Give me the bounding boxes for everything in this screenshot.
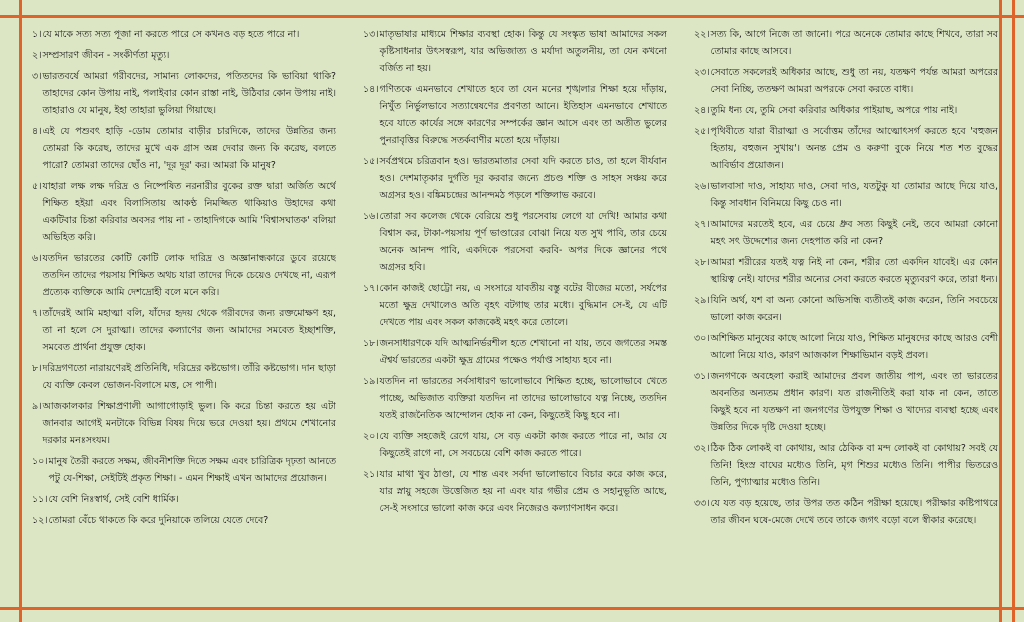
quote-item	[694, 216, 998, 250]
quote-item	[694, 102, 998, 119]
quote-item	[694, 26, 998, 60]
right-outer-border-line	[1012, 0, 1015, 622]
quote-number: ২৭।	[694, 219, 710, 230]
quote-text: সত্য কি, আগে নিজে তা জানো। পরে অনেকে তোমার কাছে শিখবে, তারা সব তোমার কাছে আসবে।	[710, 29, 998, 57]
quote-text: সর্বপ্রথমে চরিত্রবান হও। ভারতমাতার সেবা যদি করতে চাও, তা হলে বীর্যবান হও। দেশমাতৃকার দুর্গতি দূর করবার জন্যে প্রচণ্ড শক্তি ও সাহস সঞ্চয় করে অগ্রসর হও। বঙ্কিমচন্দ্রের আনন্দমঠ পড়লে শক্তিলাভ করবে।	[379, 156, 667, 201]
quote-number: ৬।	[32, 253, 42, 264]
quote-item	[32, 250, 336, 301]
quote-item	[694, 292, 998, 326]
quote-item	[363, 466, 667, 517]
quote-item	[32, 512, 336, 529]
quote-number: ২৪।	[694, 105, 710, 116]
quote-text: ভারতবর্ষে আমরা গরীবদের, সামান্য লোকদের, পতিতদের কি ভাবিয়া থাকি? তাহাদের কোন উপায় নাই, পলাইবার কোন রাস্তা নাই, উঠিবার কোন উপায় নাই। তাহারাও যে মানুষ, ইহা তাহারা ভুলিয়া গিয়াছে।	[42, 71, 336, 116]
quote-item	[32, 68, 336, 119]
quote-text: যে যত বড় হয়েছে, তার উপর তত কঠিন পরীক্ষা হয়েছে। পরীক্ষার কষ্টিপাথরে তার জীবন ঘষে-মেজে দেখে তবে তাকে জগৎ বড়ো বলে স্বীকার করেছে।	[710, 498, 998, 526]
quote-item	[694, 330, 998, 364]
quote-number: ৭।	[32, 308, 42, 319]
quote-text: কোন কাজই ছোট্টো নয়, এ সংসারে যাবতীয় বস্তু বটের বীজের মতো, সর্ষপের মতো ক্ষুদ্র দেখালেও অতি বৃহৎ বটগাছ তার মধ্যে। বুদ্ধিমান সে-ই, যে এটি দেখতে পায় এবং সকল কাজকেই মহৎ করে তোলে।	[379, 283, 667, 328]
quote-number: ২৮।	[694, 257, 710, 268]
quote-item	[694, 123, 998, 174]
quote-text: সম্প্রসারণ জীবন - সংকীর্ণতা মৃত্যু।	[42, 50, 170, 61]
quote-number: ৫।	[32, 181, 42, 192]
quote-number: ২৬।	[694, 181, 710, 192]
quote-number: ১২।	[32, 515, 48, 526]
quote-item	[32, 47, 336, 64]
quote-text: যে বেশি নিঃস্বার্থ, সেই বেশি ধার্মিক।	[48, 494, 179, 505]
right-border-line	[999, 0, 1002, 622]
quote-item	[363, 280, 667, 331]
quote-text: যাহারা লক্ষ লক্ষ দরিদ্র ও নিষ্পেষিত নরনারীর বুকের রক্ত দ্বারা অর্জিত অর্থে শিক্ষিত হইয়া এবং বিলাসিতায় আকণ্ঠ নিমজ্জিত থাকিয়াও উহাদের কথা একটিবার চিন্তা করিবার অবসর পায় না - তাহাদিগকে আমি 'বিশ্বাসঘাতক' বলিয়া অভিহিত করি।	[42, 181, 336, 243]
quote-number: ১।	[32, 29, 42, 40]
quote-text: মানুষ তৈরী করতে সক্ষম, জীবনীশক্তি দিতে সক্ষম এবং চারিত্রিক দৃঢ়তা আনতে পটু যে-শিক্ষা, সেইটিই প্রকৃত শিক্ষা। - এমন শিক্ষাই এখন আমাদের প্রয়োজন।	[48, 456, 336, 484]
quote-text: ভালবাসা দাও, সাহায্য দাও, সেবা দাও, যতটুকু যা তোমার আছে দিয়ে যাও, কিন্তু সাবধান বিনিময়ে কিছু চেও না।	[710, 181, 998, 209]
quote-text: আজকালকার শিক্ষাপ্রণালী আগাগোড়াই ভুল। কি করে চিন্তা করতে হয় এটা জানবার আগেই মনটাকে বিভিন্ন বিষয় দিয়ে ভরে দেওয়া হয়। প্রথমে শেখানোর দরকার মনঃসংযম।	[42, 401, 336, 446]
quote-text: যতদিন না ভারতের সর্বসাধারণ ভালোভাবে শিক্ষিত হচ্ছে, ভালোভাবে খেতে পাচ্ছে, অভিজাত ব্যক্তিরা যতদিন না তাদের ভালোভাবে যত্ন নিচ্ছে, ততদিন যতই রাজনৈতিক আন্দোলন হোক না কেন, কিছুতেই কিছু হবে না।	[379, 376, 667, 421]
quote-text: এই যে পশুবৎ হাড়ি -ডোম তোমার বাড়ীর চারদিকে, তাদের উন্নতির জন্য তোমরা কি করেছ, তাদের মুখে এক গ্রাস অন্ন দেবার জন্য কি করেছ, বলতে পারো? তোমরা তাদের ছোঁও না, 'দূর দূর' কর। আমরা কি মানুষ?	[42, 126, 336, 171]
quote-text: যিনি অর্থ, যশ বা অন্য কোনো অভিসন্ধি ব্যতীতই কাজ করেন, তিনি সবচেয়ে ভালো কাজ করেন।	[710, 295, 998, 323]
quote-number: ১৪।	[363, 84, 379, 95]
quote-text: অশিক্ষিত মানুষের কাছে আলো নিয়ে যাও, শিক্ষিত মানুষদের কাছে আরও বেশী আলো নিয়ে যাও, কারণ আজকাল শিক্ষাভিমান বড়ই প্রবল।	[710, 333, 998, 361]
quote-number: ৩।	[32, 71, 42, 82]
quotes-columns	[32, 26, 998, 616]
quote-number: ৮।	[32, 363, 42, 374]
quote-number: ৩৩।	[694, 498, 710, 509]
quote-item	[32, 491, 336, 508]
quote-number: ৯।	[32, 401, 42, 412]
quote-text: আমরা শরীরের যতই যত্ন নিই না কেন, শরীর তো একদিন যাবেই। এর কোন স্থায়িত্ব নেই। যাদের শরীর অন্যের সেবা করতে করতে মৃত্যুবরণ করে, তারা ধন্য।	[710, 257, 998, 285]
quote-text: তুমি ধন্য যে, তুমি সেবা করিবার অধিকার পাইয়াছ, অপরে পায় নাই।	[710, 105, 958, 116]
quote-item	[363, 373, 667, 424]
quote-item	[363, 335, 667, 369]
left-border-line	[19, 0, 22, 622]
quote-number: ১৫।	[363, 156, 379, 167]
quote-text: আমাদের মরতেই হবে, এর চেয়ে ধ্রুব সত্য কিছুই নেই, তবে আমরা কোনো মহৎ সৎ উদ্দেশ্যের জন্য দেহপাত করি না কেন?	[710, 219, 998, 247]
quote-text: তোরা সব কলেজ থেকে বেরিয়ে শুধু পরসেবায় লেগে যা দেখি! আমার কথা বিশ্বাস কর, টাকা-পয়সায় পূর্ণ ভাণ্ডারের বোঝা নিয়ে যত সুখ পাবি, তার চেয়ে অনেক আনন্দ পাবি, একদিকে পরসেবা করবি- অপর দিকে জ্ঞানের পথে অগ্রসর হবি।	[379, 211, 667, 273]
quote-number: ১০।	[32, 456, 48, 467]
quote-item	[694, 440, 998, 491]
quote-column-3	[694, 26, 998, 616]
quote-number: ২৫।	[694, 126, 710, 137]
quote-item	[363, 208, 667, 276]
quote-item	[694, 178, 998, 212]
quote-text: জনসাধারণকে যদি আত্মনির্ভরশীল হতে শেখানো না যায়, তবে জগতের সমস্ত ঐশ্বর্য ভারতের একটা ক্ষুদ্র গ্রামের পক্ষেও পর্যাপ্ত সাহায্য হবে না।	[379, 338, 667, 366]
quote-item	[32, 123, 336, 174]
quote-item	[694, 495, 998, 529]
quote-number: ৩০।	[694, 333, 710, 344]
quote-text: তোমরা বেঁচে থাকতে কি করে দুনিয়াকে তলিয়ে যেতে দেবে?	[48, 515, 269, 526]
quote-item	[694, 368, 998, 436]
quote-number: ১৯।	[363, 376, 379, 387]
quote-number: ৩১।	[694, 371, 710, 382]
quote-text: সেবাতে সকলেরই অধিকার আছে, শুধু তা নয়, যতক্ষণ পর্যন্ত আমরা অপরের সেবা নিচ্ছি, ততক্ষণ আমরা অপরকে সেবা করতে বাধ্য।	[710, 67, 998, 95]
quote-item	[32, 360, 336, 394]
quote-item	[32, 178, 336, 246]
quote-number: ২৯।	[694, 295, 710, 306]
quote-item	[32, 26, 336, 43]
quote-text: ঠিক ঠিক লোকই বা কোথায়, আর ঠেকিক বা মন্দ লোকই বা কোথায়? সবই যে তিনি! হিংস্র বাঘের মধ্যেও তিনি, মৃগ শিশুর মধ্যেও তিনি। পাপীর ভিতরেও তিনি, পুণ্যাত্মার মধ্যেও তিনি।	[710, 443, 998, 488]
quote-number: ১৬।	[363, 211, 379, 222]
quote-text: যে ব্যক্তি সহজেই রেগে যায়, সে বড় একটা কাজ করতে পারে না, আর যে কিছুতেই রাগে না, সে সবচেয়ে বেশি কাজ করতে পারে।	[379, 431, 667, 459]
quote-number: ১৮।	[363, 338, 379, 349]
quote-item	[32, 398, 336, 449]
quote-column-2	[363, 26, 667, 616]
quote-text: যে মাকে সত্য সত্য পূজা না করতে পারে সে কখনও বড় হতে পারে না।	[42, 29, 300, 40]
quote-item	[363, 428, 667, 462]
quote-number: ২৩।	[694, 67, 710, 78]
quote-text: জনগণকে অবহেলা করাই আমাদের প্রবল জাতীয় পাপ, এবং তা ভারতের অবনতির অন্যতম প্রধান কারণ। যত রাজনীতিই করা যাক না কেন, তাতে কিছুই হবে না যতক্ষণ না জনগণের উপযুক্ত শিক্ষা ও খাদ্যের ব্যবস্থা হচ্ছে এবং উন্নতির দিকে দৃষ্টি দেওয়া হচ্ছে।	[710, 371, 998, 433]
quote-item	[32, 453, 336, 487]
quote-text: মাতৃভাষার মাধ্যমে শিক্ষার ব্যবস্থা হোক। কিন্তু যে সংস্কৃত ভাষা আমাদের সকল কৃষ্টিসাধনার উৎসস্বরূপ, যার অভিজাত্য ও মর্যাদা অতুলনীয়, তা যেন কখনো বর্জিত না হয়।	[379, 29, 667, 74]
quote-number: ১৩।	[363, 29, 379, 40]
top-border-line	[0, 15, 1024, 18]
quote-text: যতদিন ভারতের কোটি কোটি লোক দারিদ্র ও অজ্ঞানান্ধকারে ডুবে রয়েছে ততদিন তাদের পয়সায় শিক্ষিত অথচ যারা তাদের দিকে চেয়েও দেখছে না, এরূপ প্রত্যেক ব্যক্তিকে আমি দেশদ্রোহী বলে মনে করি।	[42, 253, 336, 298]
quote-item	[363, 153, 667, 204]
quote-text: পৃথিবীতে যারা বীরাত্মা ও সর্বোত্তম তাঁদের আত্মোৎসর্গ করতে হবে 'বহুজন হিতায়, বহুজন সুখায়'। অনন্ত প্রেম ও করুণা বুকে নিয়ে শত শত বুদ্ধের আবির্ভাব প্রয়োজন।	[710, 126, 998, 171]
quote-item	[363, 81, 667, 149]
quote-text: গণিতকে এমনভাবে শেখাতে হবে তা যেন মনের শৃঙ্খলার শিক্ষা হয়ে দাঁড়ায়, নিখুঁত নির্ভুলভাবে সত্যান্বেষণের প্রবণতা আনে। ইতিহাস এমনভাবে শেখাতে হবে যাতে কার্যের সঙ্গে কারণের সম্পর্কের জ্ঞান আসে এবং তা অতীত ভুলের পুনরাবৃত্তির বিরুদ্ধে সতর্কবাণীর মতো হয়ে দাঁড়ায়।	[379, 84, 667, 146]
quote-text: দরিদ্রগণতো নারায়ণেরই প্রতিনিধি, দরিদ্রের কষ্টভোগ। তাঁরি কষ্টভোগ। দান ছাড়া যে ব্যক্তি কেবল ভোজন-বিলাসে মত্ত, সে পাপী।	[42, 363, 336, 391]
quote-number: ১১।	[32, 494, 48, 505]
quote-number: ৩২।	[694, 443, 710, 454]
quote-number: ২।	[32, 50, 42, 61]
quote-number: ২০।	[363, 431, 379, 442]
quote-item	[32, 305, 336, 356]
quote-item	[694, 254, 998, 288]
quote-text: যার মাথা খুব ঠাণ্ডা, যে শান্ত এবং সর্বদা ভালোভাবে বিচার করে কাজ করে, যার স্নায়ু সহজে উত্তেজিত হয় না এবং যার গভীর প্রেম ও সহানুভূতি আছে, সে-ই সংসারে ভালো কাজ করে এবং নিজেরও কল্যাণসাধন করে।	[379, 469, 667, 514]
quote-column-1	[32, 26, 336, 616]
quote-item	[694, 64, 998, 98]
quote-text: তাঁদেরই আমি মহাত্মা বলি, যাঁদের হৃদয় থেকে গরীবদের জন্য রক্তমোক্ষণ হয়, তা না হলে সে দুরাত্মা। তাদের কল্যাণের জন্য আমাদের সমবেত ইচ্ছাশক্তি, সমবেত প্রার্থনা প্রযুক্ত হোক।	[42, 308, 336, 353]
quote-item	[363, 26, 667, 77]
quote-number: ২১।	[363, 469, 379, 480]
quote-number: ২২।	[694, 29, 710, 40]
quote-number: ৪।	[32, 126, 42, 137]
quote-number: ১৭।	[363, 283, 379, 294]
